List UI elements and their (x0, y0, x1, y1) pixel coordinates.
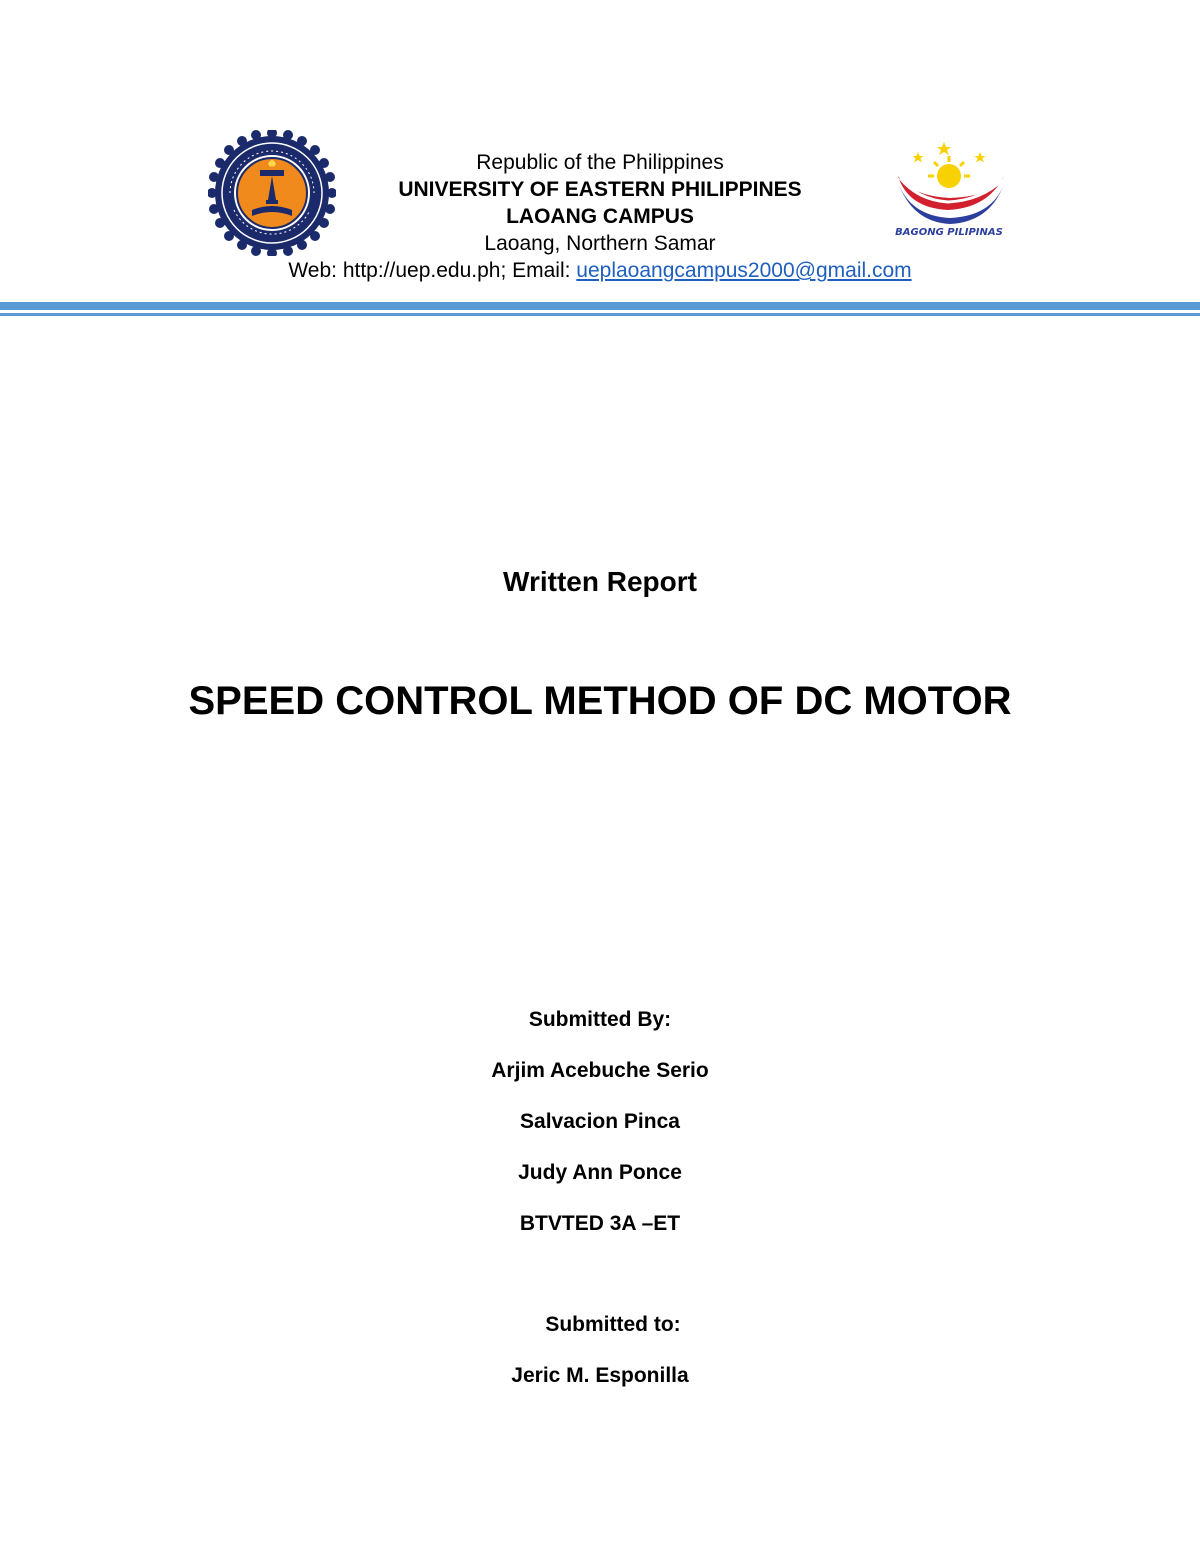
campus-location: Laoang, Northern Samar (484, 232, 716, 255)
campus-name: LAOANG CAMPUS (506, 205, 694, 228)
author-name: Salvacion Pinca (520, 1110, 680, 1133)
header-rule-thin (0, 313, 1200, 316)
letterhead (0, 149, 1200, 284)
university-name: UNIVERSITY OF EASTERN PHILIPPINES (398, 178, 802, 201)
web-text: Web: http://uep.edu.ph; Email: (288, 259, 577, 282)
author-name: Judy Ann Ponce (518, 1161, 682, 1184)
class-section: BTVTED 3A –ET (519, 1212, 681, 1235)
header-rule-thick (0, 302, 1200, 310)
report-title: SPEED CONTROL METHOD OF DC MOTOR (188, 679, 1012, 723)
contact-line (0, 257, 1200, 284)
email-link[interactable]: ueplaoangcampus2000@gmail.com (576, 259, 912, 282)
submitted-to-label: Submitted to: (545, 1313, 681, 1336)
country-line: Republic of the Philippines (476, 151, 724, 174)
logo-wordmark: BAGONG PILIPINAS (895, 227, 1003, 238)
author-name: Arjim Acebuche Serio (491, 1059, 709, 1082)
submitted-by-label: Submitted By: (528, 1008, 672, 1031)
report-label: Written Report (503, 566, 697, 597)
bagong-pilipinas-logo-icon (878, 138, 1020, 238)
recipient-name: Jeric M. Esponilla (511, 1364, 689, 1387)
